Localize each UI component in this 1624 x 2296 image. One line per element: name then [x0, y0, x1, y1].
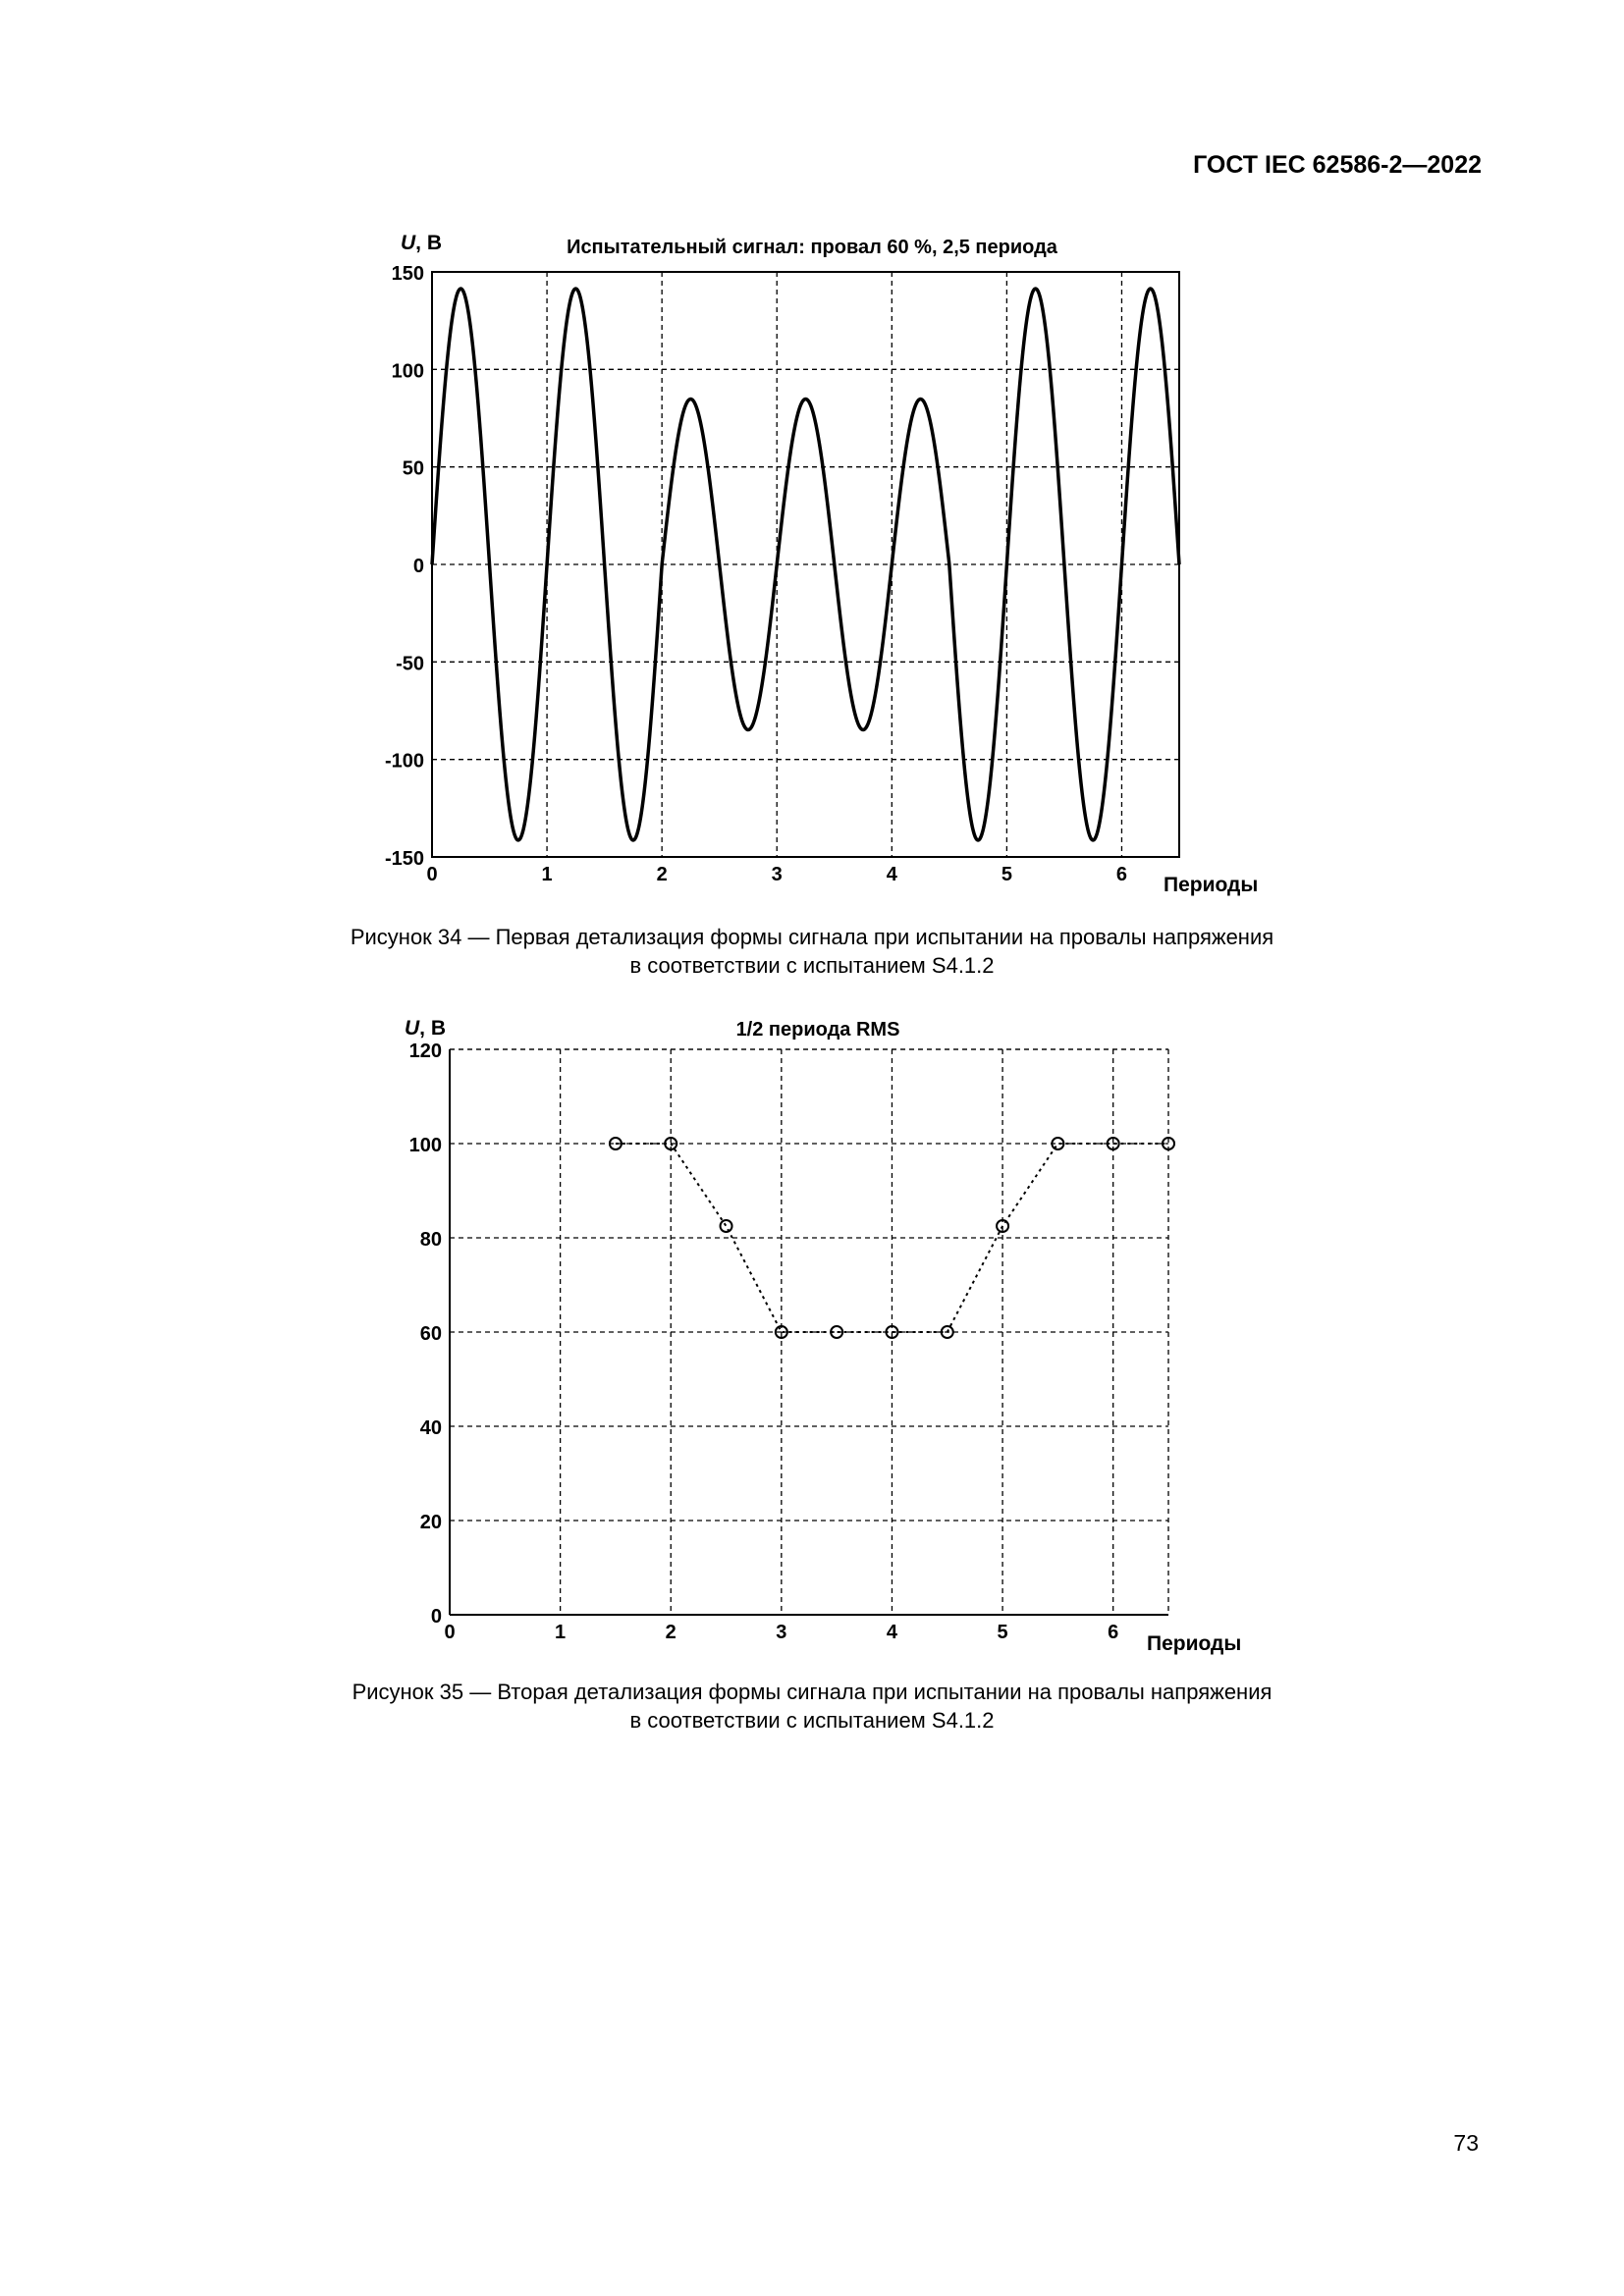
rms-data-point [721, 1220, 732, 1232]
x-tick-label: 3 [771, 864, 783, 885]
y-tick-label: 100 [408, 1135, 442, 1156]
y-tick-label: 50 [402, 457, 424, 480]
y-tick-label: 20 [419, 1512, 442, 1533]
x-tick-label: 5 [997, 1622, 1008, 1643]
figure-34-caption [0, 923, 1624, 980]
x-tick-label: 4 [886, 1622, 898, 1643]
y-tick-label: 0 [430, 1606, 442, 1628]
y-tick-label: -100 [384, 750, 424, 773]
y-tick-label: 150 [391, 263, 424, 285]
figure-35-rms-chart [0, 996, 1624, 1664]
x-tick-label: 0 [426, 864, 438, 885]
x-tick-label: 5 [1001, 864, 1012, 885]
figure-35-caption [0, 1678, 1624, 1735]
x-tick-label: 2 [656, 864, 668, 885]
y-tick-label: 80 [419, 1229, 442, 1251]
y-tick-label: 40 [419, 1417, 442, 1439]
x-axis-label: Периоды [1164, 874, 1259, 896]
figure-34-caption-line1: Рисунок 34 — Первая детализация формы сигнала при испытании на провалы напряжения [350, 925, 1274, 949]
y-tick-label: -150 [384, 848, 424, 870]
y-tick-label: 0 [412, 556, 424, 577]
y-axis-label-symbol: U [401, 232, 416, 254]
y-tick-label: 120 [408, 1041, 442, 1062]
figure-34-caption-line2: в соответствии с испытанием S4.1.2 [629, 953, 995, 978]
y-tick-label: 60 [419, 1323, 442, 1345]
y-axis-label-unit: , В [415, 232, 443, 254]
chart-grid [450, 1049, 1168, 1615]
figure-34-waveform-chart [0, 216, 1624, 913]
y-tick-label: 100 [391, 360, 424, 383]
figure-35-caption-line2: в соответствии с испытанием S4.1.2 [629, 1708, 995, 1733]
chart-grid [432, 272, 1179, 857]
x-tick-label: 0 [444, 1622, 456, 1643]
y-tick-labels [409, 1041, 442, 1628]
y-tick-label: -50 [396, 653, 424, 675]
y-axis-label-symbol: U [405, 1017, 420, 1040]
chart-title: 1/2 периода RMS [735, 1019, 900, 1041]
document-header: ГОСТ IEC 62586-2—2022 [1193, 151, 1482, 179]
x-tick-label: 2 [665, 1622, 677, 1643]
x-tick-label: 6 [1108, 1622, 1119, 1643]
page-number: 73 [1453, 2130, 1479, 2156]
chart-title: Испытательный сигнал: провал 60 %, 2,5 периода [567, 237, 1057, 258]
chart-title-group [405, 1017, 899, 1041]
x-tick-label: 3 [776, 1622, 787, 1643]
x-tick-labels [426, 864, 1127, 885]
y-tick-labels [385, 263, 424, 870]
x-tick-labels [444, 1622, 1118, 1643]
y-axis-label [401, 232, 442, 254]
chart-title-group [401, 232, 1058, 258]
x-axis-label: Периоды [1147, 1632, 1242, 1655]
y-axis-label [405, 1017, 446, 1040]
x-tick-label: 4 [886, 864, 897, 885]
x-tick-label: 1 [541, 864, 553, 885]
x-tick-label: 1 [555, 1622, 567, 1643]
figure-35-caption-line1: Рисунок 35 — Вторая детализация формы сигнала при испытании на провалы напряжения [352, 1680, 1272, 1704]
x-tick-label: 6 [1115, 864, 1128, 885]
y-axis-label-unit: , В [419, 1017, 447, 1040]
